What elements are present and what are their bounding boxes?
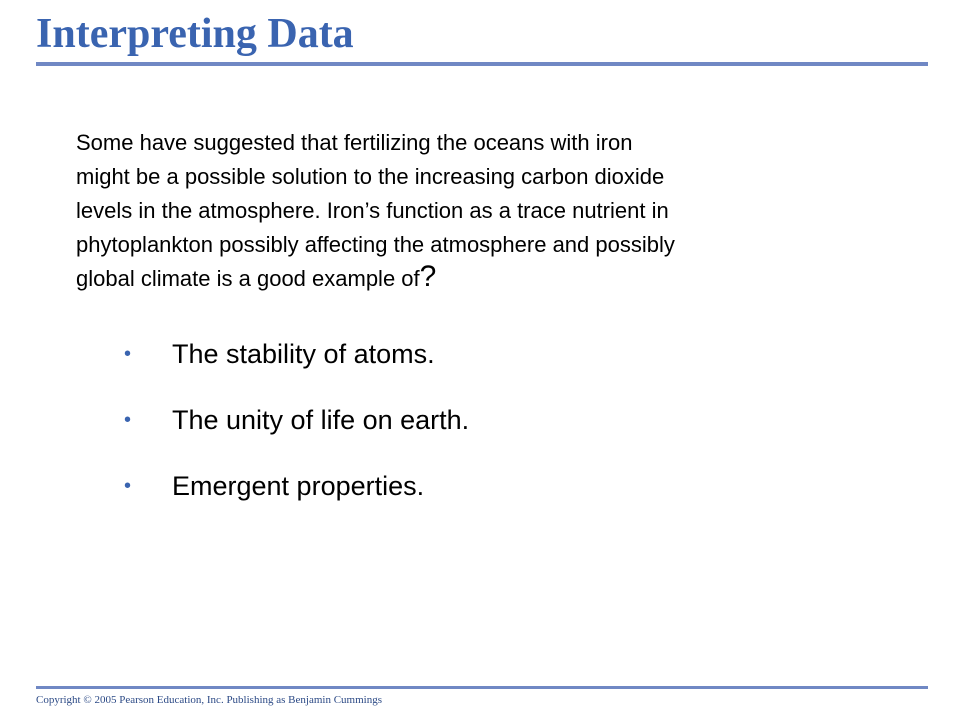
question-line: levels in the atmosphere. Iron’s function as a trace nutrient in [76, 198, 669, 223]
question-line: Some have suggested that fertilizing the oceans with iron [76, 130, 633, 155]
bullet-icon: • [124, 409, 132, 431]
question-line-text: global climate is a good example of [76, 266, 420, 291]
title-divider [36, 62, 928, 66]
question-text [76, 126, 886, 296]
bullet-icon: • [124, 343, 132, 365]
bullet-icon: • [124, 475, 132, 497]
answer-option-1[interactable] [124, 332, 469, 376]
answer-options [124, 332, 469, 530]
answer-option-2[interactable] [124, 398, 469, 442]
answer-option-3[interactable] [124, 464, 469, 508]
answer-option-label: The stability of atoms. [172, 339, 435, 369]
question-line: might be a possible solution to the increasing carbon dioxide [76, 164, 665, 189]
question-line: phytoplankton possibly affecting the atmosphere and possibly [76, 232, 675, 257]
footer-divider [36, 686, 928, 689]
answer-option-label: The unity of life on earth. [172, 405, 470, 435]
answer-option-label: Emergent properties. [172, 471, 425, 501]
slide-title: Interpreting Data [36, 11, 354, 57]
copyright-notice: Copyright © 2005 Pearson Education, Inc. Publishing as Benjamin Cummings [36, 694, 382, 706]
question-line-last [76, 262, 886, 296]
question-mark: ? [419, 260, 437, 293]
